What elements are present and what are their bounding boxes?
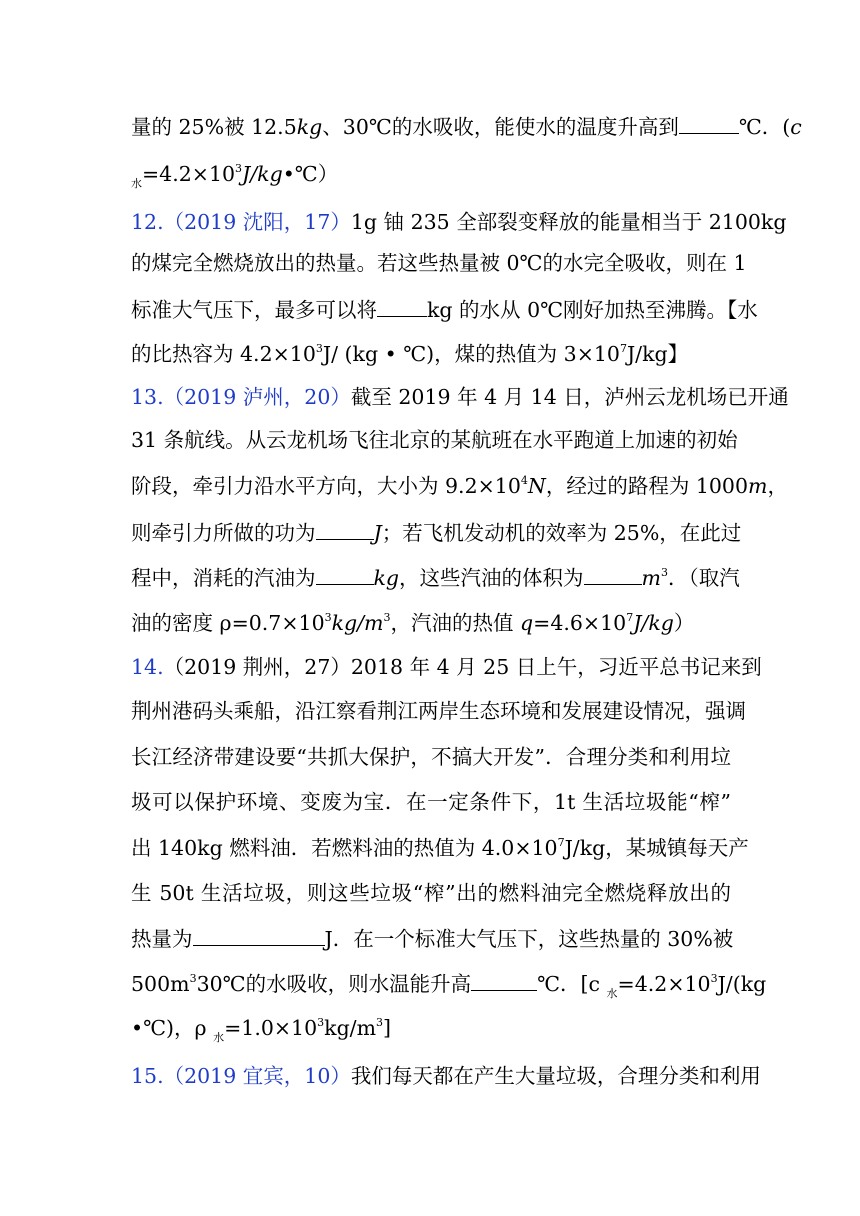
unit-kg: kg xyxy=(296,115,323,139)
text: 我们每天都在产生大量垃圾，合理分类和利用 xyxy=(350,1064,761,1088)
problem-14-line-2 xyxy=(131,696,746,726)
text: J/(kg xyxy=(717,972,767,996)
unit: kg/m xyxy=(331,611,384,635)
superscript: 3 xyxy=(383,611,391,624)
problem-12-label: 12.（2019 沈阳，17） xyxy=(131,210,351,234)
problem-11-line-1 xyxy=(131,112,802,142)
subscript: 水 xyxy=(131,177,142,190)
text: 热量为 xyxy=(131,927,193,951)
answer-blank[interactable] xyxy=(584,566,642,585)
text: 长江经济带建设要“共抓大保护，不搞大开发”．合理分类和利用垃 xyxy=(131,745,731,769)
text: 荆州港码头乘船，沿江察看荆江两岸生态环境和发展建设情况，强调 xyxy=(131,699,746,723)
superscript: 4 xyxy=(520,474,528,487)
text: 出 140kg 燃料油．若燃料油的热值为 4.0×10 xyxy=(131,836,558,860)
text: J．在一个标准大气压下，这些热量的 30%被 xyxy=(324,927,734,951)
text: 圾可以保护环境、变废为宝．在一定条件下，1t 生活垃圾能“榨” xyxy=(131,790,731,814)
text: •℃） xyxy=(282,162,339,186)
text: 则牵引力所做的功为 xyxy=(131,521,316,545)
text: ，经过的路程为 1000 xyxy=(545,474,749,498)
problem-12-line-1 xyxy=(131,207,787,237)
symbol-c: c xyxy=(790,115,802,139)
unit-N: N xyxy=(527,474,546,498)
superscript: 7 xyxy=(557,836,565,849)
subscript: 水 xyxy=(606,987,618,1000)
text: J/kg】 xyxy=(626,342,689,366)
text: 1g 铀 235 全部裂变释放的能量相当于 2100kg xyxy=(350,210,787,234)
text: =4.6×10 xyxy=(533,611,627,635)
problem-14-line-6 xyxy=(131,878,731,908)
superscript: 7 xyxy=(619,342,627,355)
problem-13-label: 13.（2019 泸州，20） xyxy=(131,385,351,409)
answer-blank[interactable] xyxy=(377,298,427,317)
problem-14-line-1 xyxy=(131,652,762,682)
answer-blank[interactable] xyxy=(679,115,739,134)
unit-kg: kg xyxy=(373,566,400,590)
problem-13-line-6 xyxy=(131,608,731,638)
text: 标准大气压下，最多可以将 xyxy=(131,298,377,322)
problem-14-line-9 xyxy=(131,1013,731,1043)
problem-15-line-1 xyxy=(131,1061,761,1091)
problem-13-line-5 xyxy=(131,563,740,593)
text: 量的 25%被 12.5 xyxy=(131,115,297,139)
text: ．（取汽 xyxy=(668,566,740,590)
text: 、30℃的水吸收，能使水的温度升高到 xyxy=(322,115,679,139)
text: =4.2×10 xyxy=(617,972,711,996)
unit: J/kg xyxy=(242,162,283,186)
text: 油的密度 ρ=0.7×10 xyxy=(131,611,325,635)
text: 30℃的水吸收，则水温能升高 xyxy=(196,972,472,996)
text: ，这些汽油的体积为 xyxy=(399,566,584,590)
superscript: 7 xyxy=(626,611,634,624)
text: ℃．[c xyxy=(537,972,607,996)
problem-14-label: 14. xyxy=(131,655,164,679)
text: 阶段，牵引力沿水平方向，大小为 9.2×10 xyxy=(131,474,521,498)
superscript: 3 xyxy=(189,972,197,985)
problem-15-label: 15.（2019 宜宾，10） xyxy=(131,1064,351,1088)
answer-blank[interactable] xyxy=(471,972,537,991)
answer-blank[interactable] xyxy=(316,521,374,540)
problem-14-line-7 xyxy=(131,924,734,954)
text: J/ (kg • ℃)，煤的热值为 3×10 xyxy=(322,342,620,366)
problem-12-line-3 xyxy=(131,295,758,325)
text: =4.2×10 xyxy=(142,162,236,186)
problem-14-line-3 xyxy=(131,742,731,772)
problem-13-line-2 xyxy=(131,425,738,455)
text: ] xyxy=(383,1016,392,1040)
problem-14-line-4 xyxy=(131,787,731,817)
problem-12-line-4 xyxy=(131,339,731,369)
problem-14-line-5 xyxy=(131,833,749,863)
unit-m: m xyxy=(748,474,768,498)
text: 生 50t 生活垃圾，则这些垃圾“榨”出的燃料油完全燃烧释放出的 xyxy=(131,881,731,905)
text: ，汽油的热值 xyxy=(390,611,521,635)
superscript: 3 xyxy=(376,1016,384,1029)
text: =1.0×10 xyxy=(224,1016,318,1040)
text: ） xyxy=(673,611,695,635)
unit-J: J xyxy=(373,521,382,545)
problem-13-line-1 xyxy=(131,382,789,412)
text: 的比热容为 4.2×10 xyxy=(131,342,316,366)
answer-blank[interactable] xyxy=(193,927,325,946)
unit-m: m xyxy=(641,566,661,590)
superscript: 3 xyxy=(315,342,323,355)
problem-13-line-3 xyxy=(131,471,788,501)
problem-14-line-8 xyxy=(131,969,767,1000)
text: 程中，消耗的汽油为 xyxy=(131,566,316,590)
problem-13-line-4 xyxy=(131,518,742,548)
text: ℃．( xyxy=(738,115,791,139)
text: •℃)，ρ xyxy=(131,1016,214,1040)
text: kg 的水从 0℃刚好加热至沸腾。【水 xyxy=(427,298,758,322)
superscript: 3 xyxy=(710,972,718,985)
superscript: 3 xyxy=(317,1016,325,1029)
text: ， xyxy=(767,474,788,498)
superscript: 3 xyxy=(235,162,243,175)
text: 31 条航线。从云龙机场飞往北京的某航班在水平跑道上加速的初始 xyxy=(131,428,738,452)
text: （2019 荆州，27）2018 年 4 月 25 日上午，习近平总书记来到 xyxy=(163,655,762,679)
text: kg/m xyxy=(324,1016,377,1040)
unit: J/kg xyxy=(633,611,674,635)
answer-blank[interactable] xyxy=(316,566,374,585)
problem-11-line-2 xyxy=(131,159,731,189)
problem-12-line-2 xyxy=(131,248,747,278)
symbol-q: q xyxy=(520,611,534,635)
superscript: 3 xyxy=(661,566,668,579)
subscript: 水 xyxy=(213,1031,225,1044)
superscript: 3 xyxy=(324,611,332,624)
text: 的煤完全燃烧放出的热量。若这些热量被 0℃的水完全吸收，则在 1 xyxy=(131,251,747,275)
text: 截至 2019 年 4 月 14 日，泸州云龙机场已开通 xyxy=(350,385,789,409)
text: J/kg，某城镇每天产 xyxy=(564,836,749,860)
text: ；若飞机发动机的效率为 25%，在此过 xyxy=(381,521,742,545)
text: 500m xyxy=(131,972,190,996)
